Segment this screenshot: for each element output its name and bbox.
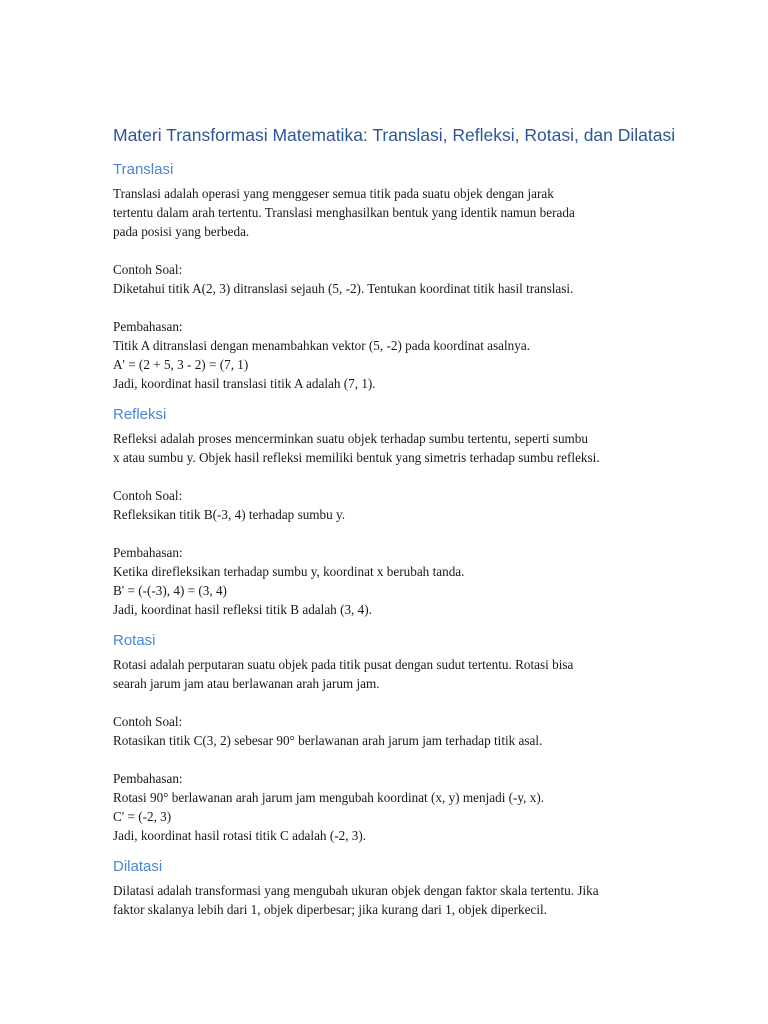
section-heading: Refleksi	[113, 406, 167, 423]
contoh-soal-label: Contoh Soal:	[113, 714, 183, 729]
document-title: Materi Transformasi Matematika: Translasi, Refleksi, Rotasi, dan Dilatasi	[113, 125, 676, 145]
description-line: Translasi adalah operasi yang menggeser semua titik pada suatu objek dengan jarak	[113, 186, 554, 201]
pembahasan-line: Jadi, koordinat hasil refleksi titik B adalah (3, 4).	[113, 602, 372, 617]
contoh-soal-label: Contoh Soal:	[113, 262, 183, 277]
pembahasan-label: Pembahasan:	[113, 771, 183, 786]
pembahasan-line: A' = (2 + 5, 3 - 2) = (7, 1)	[113, 357, 249, 372]
description-line: faktor skalanya lebih dari 1, objek diperbesar; jika kurang dari 1, objek diperkecil.	[113, 902, 547, 917]
contoh-soal-text: Rotasikan titik C(3, 2) sebesar 90° berlawanan arah jarum jam terhadap titik asal.	[113, 733, 543, 748]
pembahasan-line: B' = (-(-3), 4) = (3, 4)	[113, 583, 227, 598]
section-heading: Rotasi	[113, 632, 156, 649]
contoh-soal-label: Contoh Soal:	[113, 488, 183, 503]
section-translasi	[113, 160, 668, 393]
contoh-soal-text: Diketahui titik A(2, 3) ditranslasi sejauh (5, -2). Tentukan koordinat titik hasil translasi.	[113, 281, 574, 296]
section-rotasi	[113, 631, 668, 845]
section-heading: Translasi	[113, 161, 174, 178]
pembahasan-line: Jadi, koordinat hasil rotasi titik C adalah (-2, 3).	[113, 828, 367, 843]
contoh-soal-text: Refleksikan titik B(-3, 4) terhadap sumbu y.	[113, 507, 346, 522]
section-dilatasi	[113, 857, 668, 919]
pembahasan-label: Pembahasan:	[113, 319, 183, 334]
pembahasan-line: Jadi, koordinat hasil translasi titik A adalah (7, 1).	[113, 376, 376, 391]
section-heading: Dilatasi	[113, 858, 163, 875]
pembahasan-label: Pembahasan:	[113, 545, 183, 560]
description-line: pada posisi yang berbeda.	[113, 224, 250, 239]
pembahasan-line: C' = (-2, 3)	[113, 809, 172, 824]
description-line: tertentu dalam arah tertentu. Translasi menghasilkan bentuk yang identik namun berada	[113, 205, 575, 220]
pembahasan-line: Rotasi 90° berlawanan arah jarum jam mengubah koordinat (x, y) menjadi (-y, x).	[113, 790, 545, 805]
pembahasan-line: Titik A ditranslasi dengan menambahkan vektor (5, -2) pada koordinat asalnya.	[113, 338, 531, 353]
description-line: Dilatasi adalah transformasi yang mengubah ukuran objek dengan faktor skala tertentu. Jika	[113, 883, 599, 898]
description-line: Rotasi adalah perputaran suatu objek pada titik pusat dengan sudut tertentu. Rotasi bisa	[113, 657, 574, 672]
description-line: x atau sumbu y. Objek hasil refleksi memiliki bentuk yang simetris terhadap sumbu refleksi.	[113, 450, 600, 465]
description-line: Refleksi adalah proses mencerminkan suatu objek terhadap sumbu tertentu, seperti sumbu	[113, 431, 588, 446]
description-line: searah jarum jam atau berlawanan arah jarum jam.	[113, 676, 380, 691]
pembahasan-line: Ketika direfleksikan terhadap sumbu y, koordinat x berubah tanda.	[113, 564, 465, 579]
section-refleksi	[113, 405, 668, 619]
